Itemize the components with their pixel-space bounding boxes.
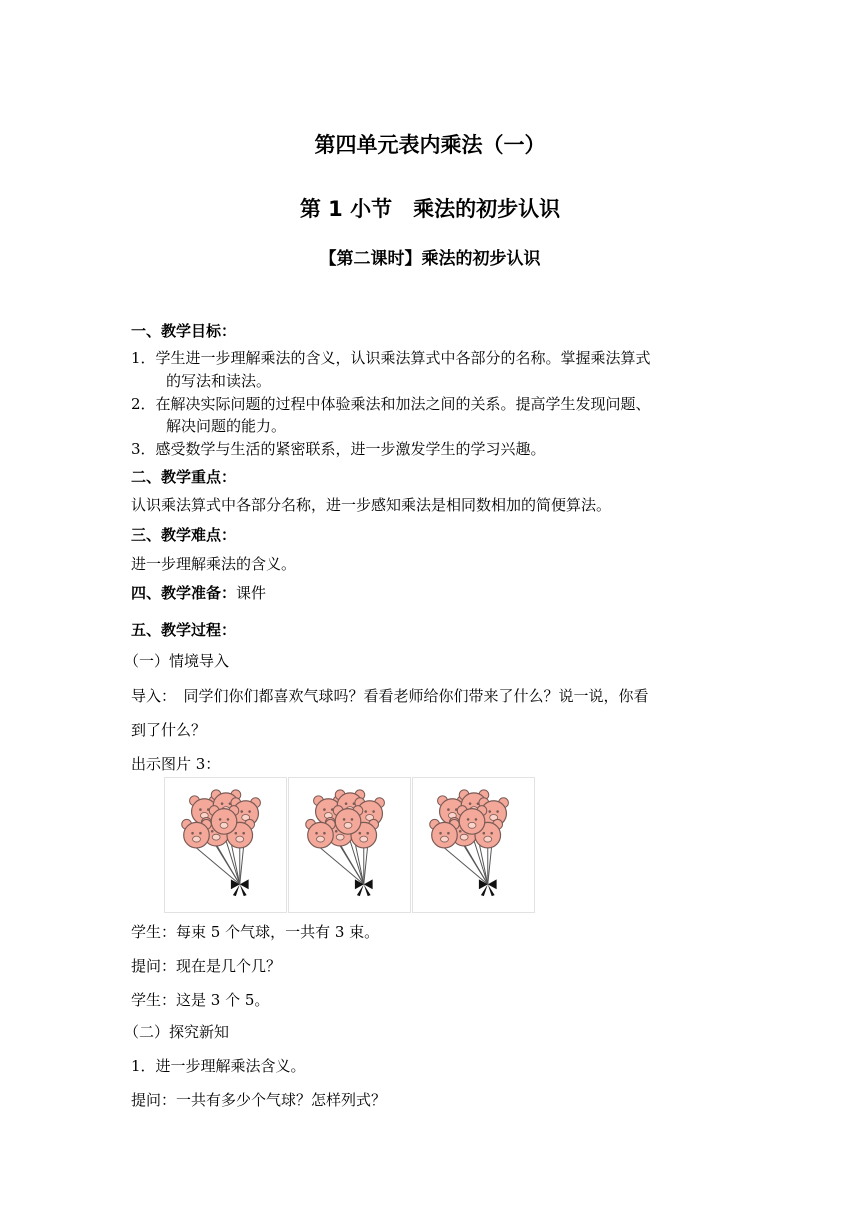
- balloon-bunch-image: [165, 778, 286, 912]
- section-title: 第 1 小节 乘法的初步认识: [299, 197, 561, 221]
- balloons: [430, 790, 509, 848]
- unit-title: 第四单元表内乘法（一）: [314, 133, 546, 157]
- student-answer-2: 学生：这是 3 个 5。: [131, 991, 270, 1009]
- objective-2-line1: 2．在解决实际问题的过程中体验乘法和加法之间的关系。提高学生发现问题、: [131, 395, 651, 413]
- preparation-heading: 四、教学准备：: [131, 584, 237, 602]
- student-answer-1: 学生：每束 5 个气球，一共有 3 束。: [131, 923, 380, 941]
- objectives-heading: 一、教学目标：: [131, 322, 237, 340]
- key-points-text: 认识乘法算式中各部分名称，进一步感知乘法是相同数相加的简便算法。: [131, 496, 612, 514]
- balloon-bunch-image: [289, 778, 410, 912]
- balloon-bunch-2: [288, 777, 411, 913]
- bear-balloon: [430, 819, 460, 848]
- step-1: 1．进一步理解乘法含义。: [131, 1057, 306, 1075]
- preparation-row: [131, 582, 266, 603]
- question-2: 提问：一共有多少个气球？怎样列式？: [131, 1091, 387, 1109]
- balloon-bunch-image: [413, 778, 534, 912]
- difficulties-heading: 三、教学难点：: [131, 526, 237, 544]
- key-points-heading: 二、教学重点：: [131, 468, 237, 486]
- balloon-bunch-1: [164, 777, 287, 913]
- preparation-text: 课件: [236, 584, 267, 602]
- objective-3: 3．感受数学与生活的紧密联系，进一步激发学生的学习兴趣。: [131, 440, 546, 458]
- balloons: [306, 790, 385, 848]
- objective-1-line1: 1．学生进一步理解乘法的含义，认识乘法算式中各部分的名称。掌握乘法算式: [131, 349, 651, 367]
- lesson-title: 【第二课时】乘法的初步认识: [319, 249, 541, 269]
- question-1: 提问：现在是几个几？: [131, 957, 282, 975]
- part2-title: （二）探究新知: [124, 1023, 230, 1041]
- intro-line1: 导入： 同学们你们都喜欢气球吗？看看老师给你们带来了什么？说一说，你看: [131, 687, 649, 705]
- process-heading: 五、教学过程：: [131, 621, 237, 639]
- show-picture-label: 出示图片 3：: [131, 755, 221, 773]
- bear-balloon: [306, 819, 336, 848]
- objective-1-line2: 的写法和读法。: [166, 372, 272, 390]
- intro-line2: 到了什么？: [131, 721, 207, 739]
- bear-balloon: [182, 819, 212, 848]
- balloon-bunch-3: [412, 777, 535, 913]
- difficulties-text: 进一步理解乘法的含义。: [131, 555, 297, 573]
- balloons: [182, 790, 261, 848]
- objective-2-line2: 解决问题的能力。: [166, 417, 287, 435]
- part1-title: （一）情境导入: [124, 652, 230, 670]
